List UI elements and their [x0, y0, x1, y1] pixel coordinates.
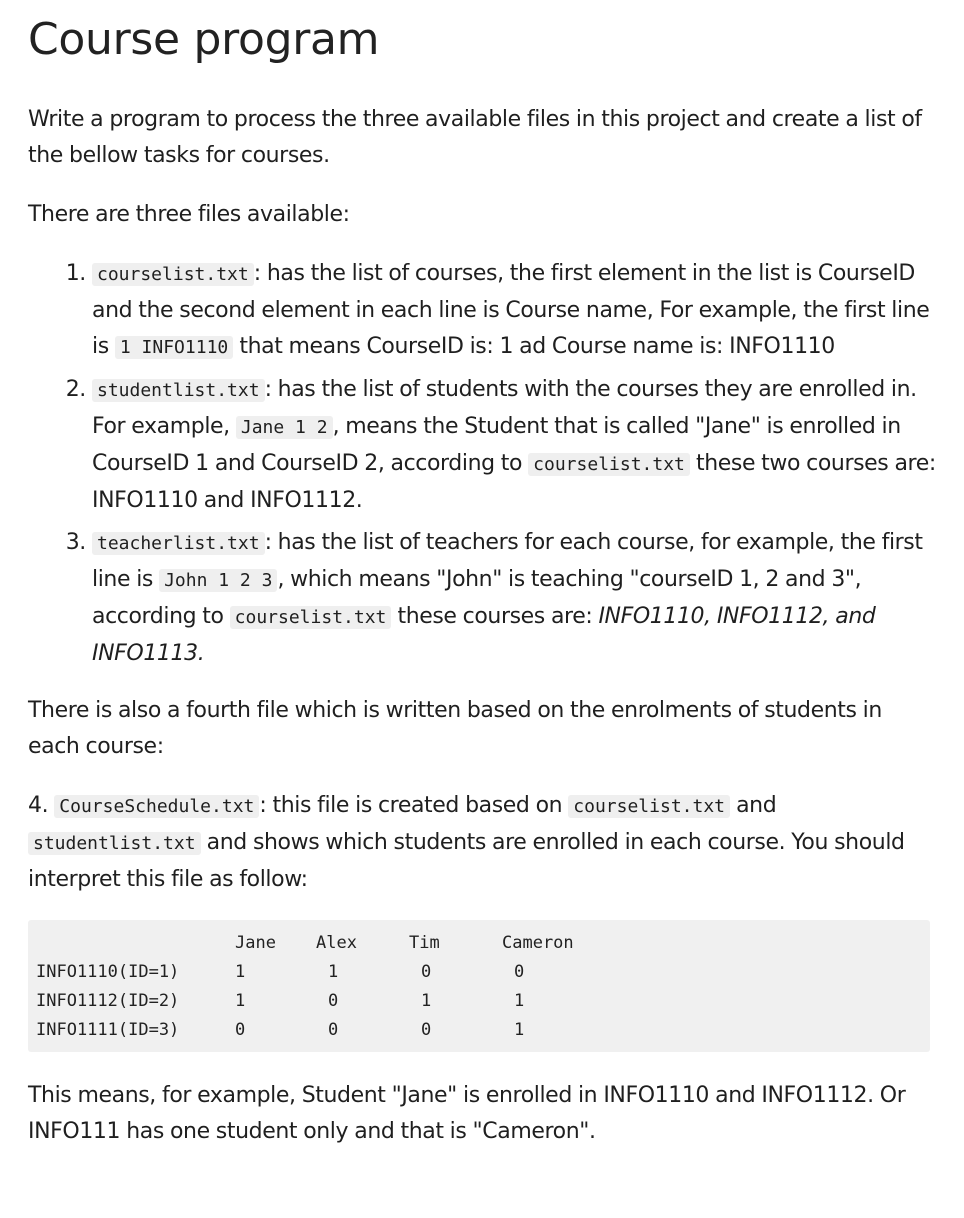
schedule-code-block [28, 920, 930, 1052]
header-cell: Tim [409, 933, 440, 953]
fourth-file-intro: There is also a fourth file which is written based on the enrolments of students in each course: [28, 698, 882, 759]
page-title: Course program [28, 14, 380, 65]
code-fourth-ref2: studentlist.txt [28, 832, 201, 855]
file-list [28, 256, 936, 672]
fourth-text-a: : this file is created based on [259, 793, 569, 818]
code-courseschedule-file: CourseSchedule.txt [54, 795, 259, 818]
fourth-number: 4. [28, 793, 55, 818]
fourth-text-c: and shows which students are enrolled in each course. You should interpret this file as follow: [28, 830, 905, 892]
table-cell: 1 [514, 1020, 525, 1040]
code-teacherlist-file: teacherlist.txt [92, 532, 265, 555]
studentlist-text-a: : has the list of students with the courses they are enrolled in. For example, [92, 377, 917, 439]
table-cell: 0 [328, 1020, 339, 1040]
list-item-studentlist [92, 372, 936, 519]
three-files-intro: There are three files available: [28, 202, 350, 227]
code-studentlist-file: studentlist.txt [92, 379, 265, 402]
courselist-text-b: that means CourseID is: 1 ad Course name is: INFO1110 [233, 334, 835, 359]
code-courselist-file: courselist.txt [92, 263, 254, 286]
table-cell: 0 [514, 962, 525, 982]
conclusion-paragraph: This means, for example, Student "Jane" is enrolled in INFO1110 and INFO1112. Or INFO111 has one student only and that is "Cameron". [28, 1083, 906, 1144]
table-cell: 1 [514, 991, 525, 1011]
header-cell: Alex [316, 933, 357, 953]
studentlist-text-b: , means the Student that is called "Jane" is enrolled in CourseID 1 and CourseID 2, according to [92, 414, 901, 476]
list-item-courselist [92, 256, 936, 366]
row-course-label: INFO1110(ID=1) [36, 962, 180, 982]
code-courselist-example: 1 INFO1110 [115, 336, 233, 359]
code-studentlist-ref: courselist.txt [528, 453, 690, 476]
table-cell: 1 [328, 962, 339, 982]
code-teacherlist-ref: courselist.txt [230, 606, 392, 629]
row-course-label: INFO1111(ID=3) [36, 1020, 180, 1040]
table-cell: 1 [235, 991, 246, 1011]
intro-paragraph: Write a program to process the three available files in this project and create a list of the bellow tasks for courses. [28, 107, 922, 168]
studentlist-text-c: these two courses are: INFO1110 and INFO1112. [92, 451, 936, 513]
courselist-text-a: : has the list of courses, the first element in the list is CourseID and the second element in each line is Course name, For example, the first line is [92, 261, 930, 359]
row-course-label: INFO1112(ID=2) [36, 991, 180, 1011]
fourth-file-paragraph [28, 788, 936, 898]
code-teacherlist-example: John 1 2 3 [159, 569, 277, 592]
code-studentlist-example: Jane 1 2 [236, 416, 333, 439]
header-cell: Jane [235, 933, 276, 953]
table-cell: 0 [421, 1020, 432, 1040]
teacherlist-emphasis: INFO1110, INFO1112, and INFO1113. [92, 604, 876, 666]
document [0, 12, 964, 1150]
table-cell: 1 [235, 962, 246, 982]
header-cell: Cameron [502, 933, 574, 953]
table-cell: 1 [421, 991, 432, 1011]
teacherlist-text-c: these courses are: [391, 604, 599, 629]
table-cell: 0 [421, 962, 432, 982]
teacherlist-text-b: , which means "John" is teaching "courseID 1, 2 and 3", according to [92, 567, 862, 629]
teacherlist-text-a: : has the list of teachers for each course, for example, the first line is [92, 530, 923, 592]
table-cell: 0 [328, 991, 339, 1011]
fourth-text-b: and [730, 793, 777, 818]
list-item-teacherlist [92, 525, 936, 672]
table-cell: 0 [235, 1020, 246, 1040]
code-fourth-ref1: courselist.txt [568, 795, 730, 818]
